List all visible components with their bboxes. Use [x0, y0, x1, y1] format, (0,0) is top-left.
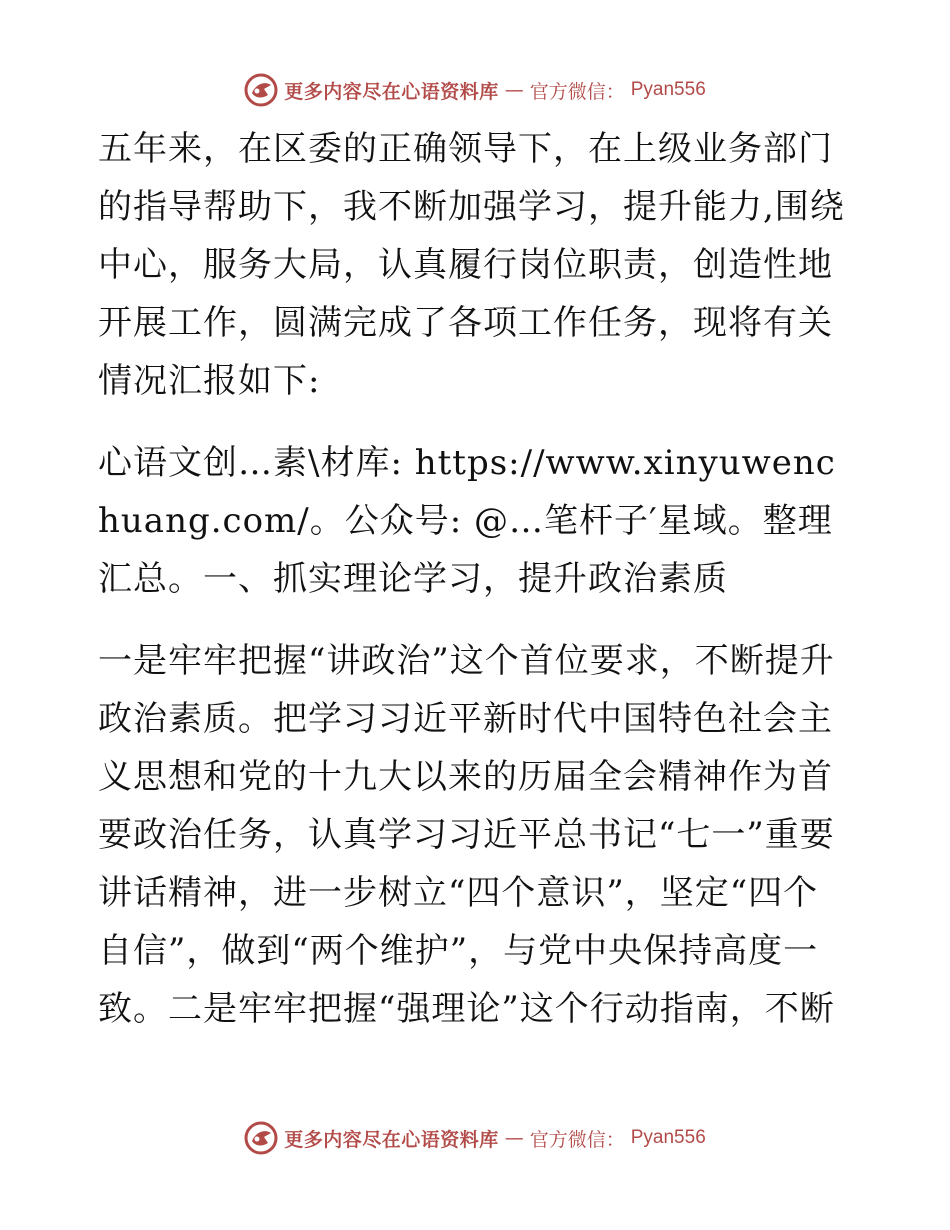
banner-wechat-label: 官方微信：: [529, 80, 625, 103]
document-body: [98, 120, 852, 1062]
brand-logo-icon: [244, 73, 278, 107]
banner-separator: —: [504, 1127, 524, 1149]
banner-wechat-label: 官方微信：: [529, 1128, 625, 1151]
header-banner: [0, 70, 950, 110]
brand-logo-icon: [244, 1121, 278, 1155]
paragraph-intro: 五年来，在区委的正确领导下，在上级业务部门的指导帮助下，我不断加强学习，提升能力,围绕中心，服务大局，认真履行岗位职责，创造性地开展工作，圆满完成了各项工作任务，现将有关情况汇报如下:: [98, 129, 845, 401]
banner-wechat-id: Pyan556: [630, 79, 706, 100]
banner-wechat-id: Pyan556: [630, 1127, 706, 1148]
banner-title: 更多内容尽在心语资料库: [284, 1128, 499, 1151]
paragraph-politics: 一是牢牢把握“讲政治”这个首位要求，不断提升政治素质。把学习习近平新时代中国特色社会主义思想和党的十九大以来的历届全会精神作为首要政治任务，认真学习习近平总书记“七一”重要讲话精神，进一步树立“四个意识”，坚定“四个自信”，做到“两个维护”，与党中央保持高度一致。二是牢牢把握“强理论”这个行动指南，不断: [98, 641, 835, 1029]
footer-banner: [0, 1118, 950, 1158]
paragraph-source-and-heading: 心语文创…素\材库: https://www.xinyuwenchuang.com/。公众号: @…笔杆子′星域。整理汇总。一、抓实理论学习，提升政治素质: [98, 443, 836, 599]
banner-separator: —: [504, 79, 524, 101]
banner-title: 更多内容尽在心语资料库: [284, 80, 499, 103]
